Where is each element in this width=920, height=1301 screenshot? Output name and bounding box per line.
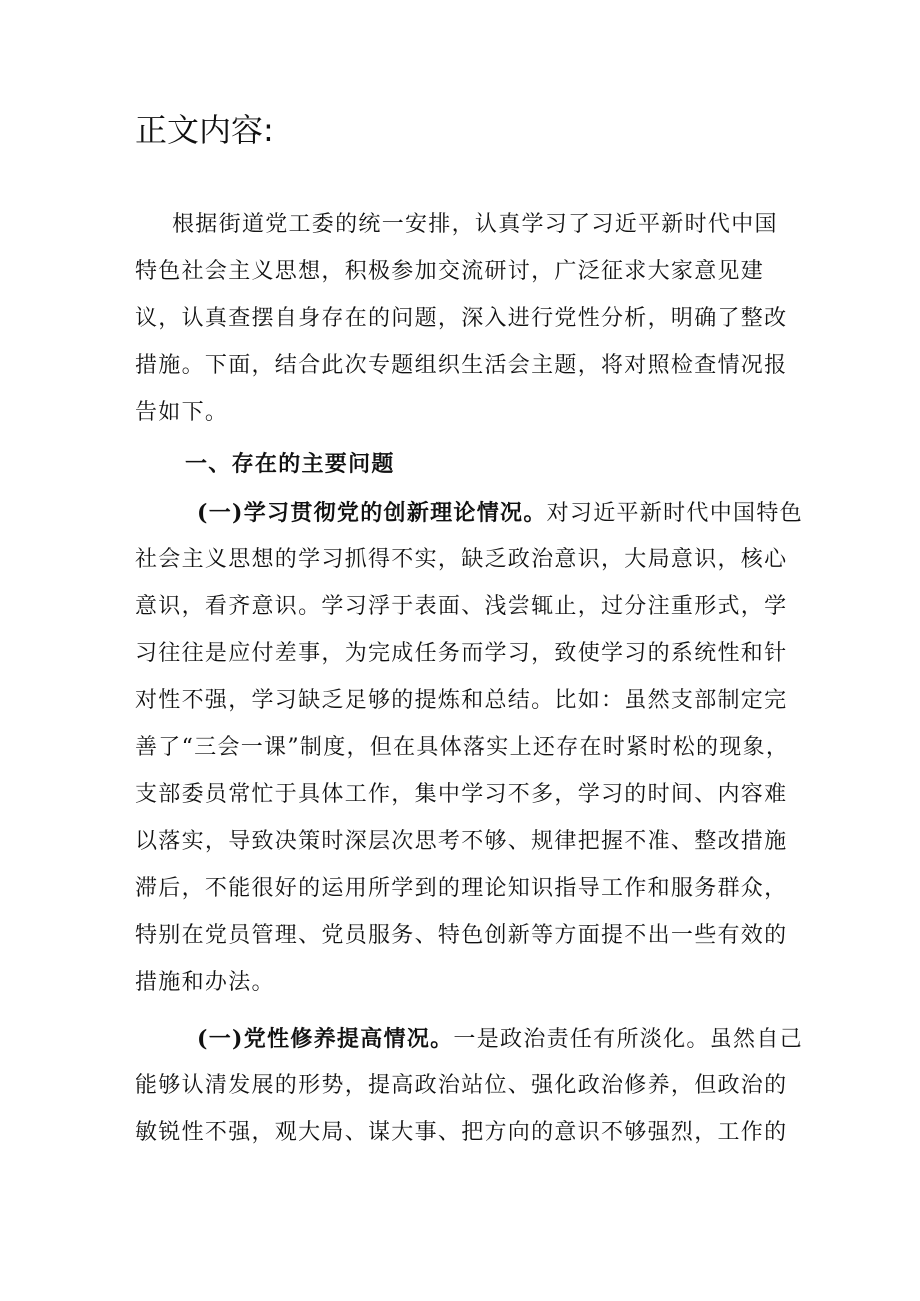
sub1-line-11: 措施和办法。 xyxy=(135,970,275,995)
sub1-line-9: 滞后，不能很好的运用所学到的理论知识指导工作和服务群众， xyxy=(135,876,788,901)
sub1-heading: (一)学习贯彻党的创新理论情况。 xyxy=(197,500,547,526)
sub1-line-6: 善了“三会一课”制度，但在具体落实上还存在时紧时松的现象， xyxy=(135,735,790,760)
sub1-line-8: 以落实，导致决策时深层次思考不够、规律把握不准、整改措施 xyxy=(135,829,788,854)
page-title: 正文内容: xyxy=(135,111,274,149)
intro-line-3: 议，认真查摆自身存在的问题，深入进行党性分析，明确了整改 xyxy=(135,306,788,331)
intro-line-5: 告如下。 xyxy=(135,400,229,425)
sub1-line-4: 习往往是应付差事，为完成任务而学习，致使学习的系统性和针 xyxy=(135,641,788,666)
sub1-line-5: 对性不强，学习缺乏足够的提炼和总结。比如：虽然支部制定完 xyxy=(135,688,788,713)
sub1-line-2: 社会主义思想的学习抓得不实，缺乏政治意识，大局意识，核心 xyxy=(135,547,788,572)
intro-line-4: 措施。下面，结合此次专题组织生活会主题，将对照检查情况报 xyxy=(135,353,788,378)
section-heading: 一、存在的主要问题 xyxy=(185,451,395,477)
sub2-line-3: 敏锐性不强，观大局、谋大事、把方向的意识不够强烈，工作的 xyxy=(135,1120,788,1145)
sub2-first-line-text: 一是政治责任有所淡化。虽然自己 xyxy=(453,1027,803,1052)
sub2-heading: (一)党性修养提高情况。 xyxy=(197,1026,454,1052)
sub1-first-line xyxy=(197,498,803,529)
intro-line-2: 特色社会主义思想，积极参加交流研讨，广泛征求大家意见建 xyxy=(135,259,765,284)
sub1-line-7: 支部委员常忙于具体工作，集中学习不多，学习的时间、内容难 xyxy=(135,782,788,807)
sub1-first-line-text: 对习近平新时代中国特色 xyxy=(546,501,803,526)
sub1-line-3: 意识，看齐意识。学习浮于表面、浅尝辄止，过分注重形式，学 xyxy=(135,594,788,619)
sub1-line-10: 特别在党员管理、党员服务、特色创新等方面提不出一些有效的 xyxy=(135,923,788,948)
intro-line-1: 根据街道党工委的统一安排，认真学习了习近平新时代中国 xyxy=(172,212,778,237)
sub2-line-2: 能够认清发展的形势，提高政治站位、强化政治修养，但政治的 xyxy=(135,1073,788,1098)
sub2-first-line xyxy=(197,1024,803,1055)
